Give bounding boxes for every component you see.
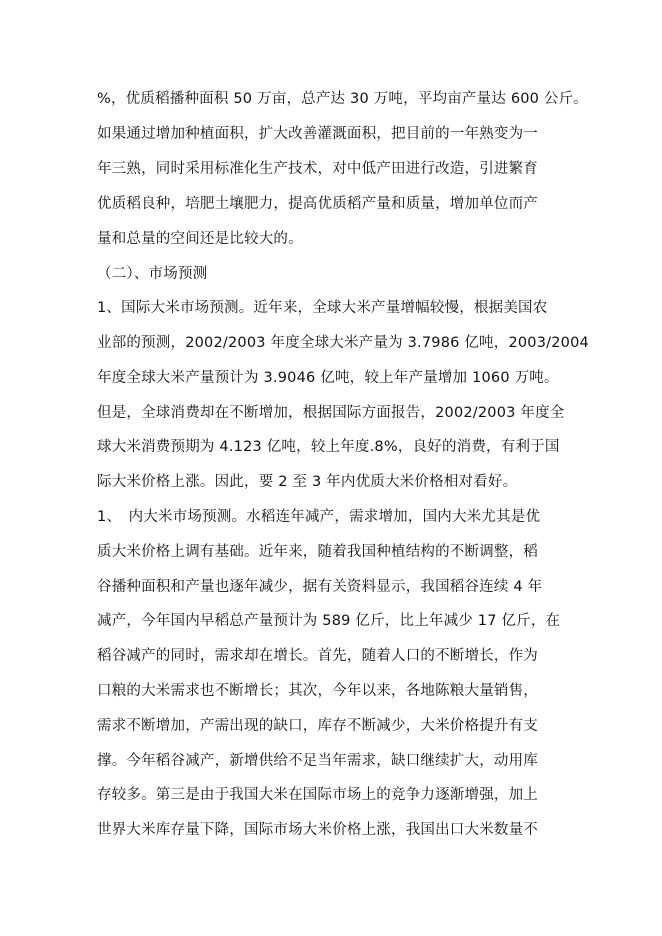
text-line: 年三熟，同时采用标准化生产技术，对中低产田进行改造，引进繁育	[97, 161, 538, 177]
text-line: 优质稻良种，培肥土壤肥力，提高优质稻产量和质量，增加单位而产	[97, 196, 538, 212]
text-line: 撑。今年稻谷减产，新增供给不足当年需求，缺口继续扩大，动用库	[97, 753, 538, 769]
text-line: 量和总量的空间还是比较大的。	[97, 231, 303, 247]
text-line: 需求不断增加，产需出现的缺口，库存不断减少，大米价格提升有支	[97, 718, 538, 734]
text-line: 1、 内大米市场预测。水稻连年减产，需求增加，国内大米尤其是优	[97, 509, 541, 525]
text-line: 稻谷减产的同时，需求却在增长。首先，随着人口的不断增长，作为	[97, 648, 538, 664]
text-line: 口粮的大米需求也不断增长；其次，今年以来，各地陈粮大量销售，	[97, 683, 538, 699]
text-line: 存较多。第三是由于我国大米在国际市场上的竞争力逐渐增强，加上	[97, 787, 538, 803]
text-line: 减产，今年国内早稻总产量预计为 589 亿斤，比上年减少 17 亿斤，在	[97, 613, 561, 629]
text-line: 业部的预测，2002/2003 年度全球大米产量为 3.7986 亿吨，2003/2004	[97, 335, 589, 351]
section-heading: （二）、市场预测	[97, 266, 208, 282]
text-line: 1、国际大米市场预测。近年来，全球大米产量增幅较慢，根据美国农	[97, 300, 548, 316]
text-line: %，优质稻播种面积 50 万亩，总产达 30 万吨，平均亩产量达 600 公斤。	[97, 91, 589, 107]
text-line: 世界大米库存量下降，国际市场大米价格上涨，我国出口大米数量不	[97, 822, 538, 838]
text-line: 球大米消费预期为 4.123 亿吨，较上年度.8%，良好的消费，有利于国	[97, 439, 560, 455]
text-line: 质大米价格上调有基础。近年来，随着我国种植结构的不断调整，稻	[97, 544, 538, 560]
text-line: 际大米价格上涨。因此，要 2 至 3 年内优质大米价格相对看好。	[97, 474, 518, 490]
text-line: 如果通过增加种植面积，扩大改善灌溉面积，把目前的一年熟变为一	[97, 126, 538, 142]
text-line: 年度全球大米产量预计为 3.9046 亿吨，较上年产量增加 1060 万吨。	[97, 370, 559, 386]
text-line: 谷播种面积和产量也逐年减少，据有关资料显示，我国稻谷连续 4 年	[97, 579, 543, 595]
text-line: 但是，全球消费却在不断增加，根据国际方面报告，2002/2003 年度全	[97, 405, 565, 421]
